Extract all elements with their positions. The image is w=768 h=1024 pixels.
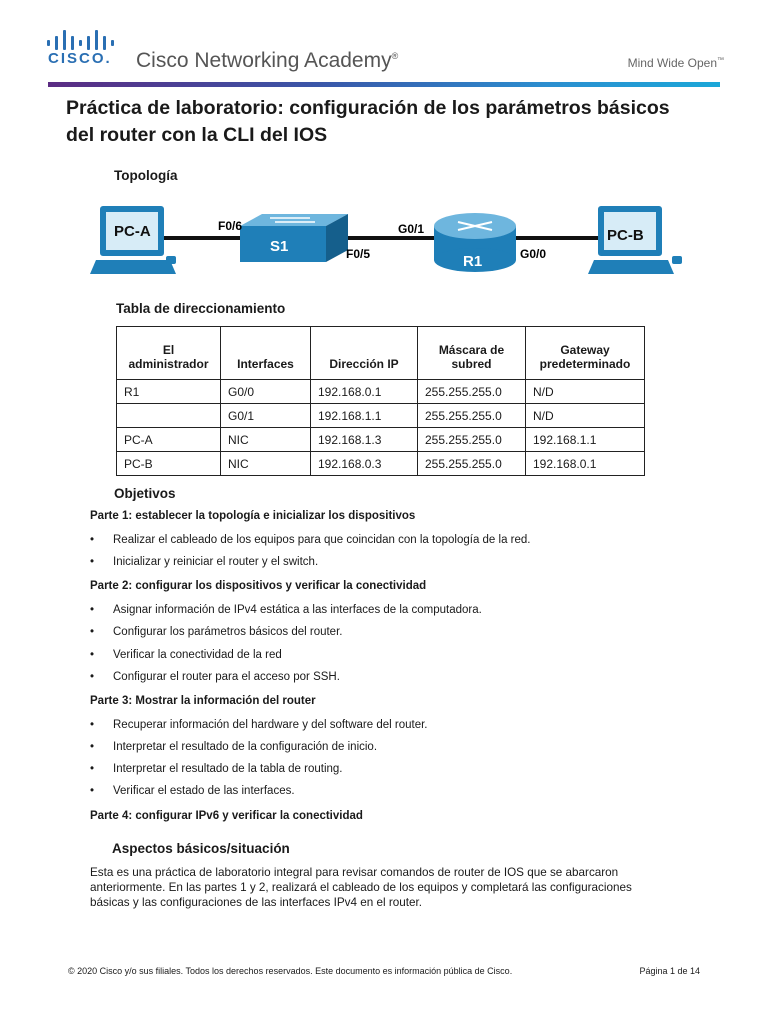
objectives-heading: Objetivos bbox=[114, 486, 176, 501]
port-g0-1-label: G0/1 bbox=[398, 222, 425, 236]
table-cell: PC-A bbox=[117, 428, 221, 452]
table-cell: PC-B bbox=[117, 452, 221, 476]
table-header-row bbox=[117, 327, 645, 380]
col-header: Interfaces bbox=[221, 327, 311, 380]
table-cell bbox=[117, 404, 221, 428]
academy-name: Cisco Networking Academy® bbox=[136, 49, 399, 72]
pc-b-icon bbox=[588, 206, 682, 274]
part-2-heading: Parte 2: configurar los dispositivos y verificar la conectividad bbox=[90, 580, 427, 592]
table-cell: N/D bbox=[526, 404, 645, 428]
page-header bbox=[0, 0, 768, 92]
addressing-table bbox=[116, 326, 645, 476]
pc-a-label: PC-A bbox=[114, 223, 151, 240]
router-r1-icon bbox=[434, 213, 516, 272]
table-row bbox=[117, 380, 645, 404]
table-cell: 255.255.255.0 bbox=[418, 452, 526, 476]
table-cell: 192.168.0.3 bbox=[311, 452, 418, 476]
col-header: Gateway predeterminado bbox=[526, 327, 645, 380]
background-paragraph: Esta es una práctica de laboratorio integral para revisar comandos de router de IOS que se abarcaron anteriormente. En las partes 1 y 2, realizará el cableado de los equipos y completará las configuraciones básicas y las configuraciones de las interfaces IPv4 en el router. bbox=[90, 866, 632, 909]
table-cell: 255.255.255.0 bbox=[418, 428, 526, 452]
table-cell: 192.168.1.1 bbox=[526, 428, 645, 452]
cisco-logo-text: CISCO. bbox=[48, 50, 112, 67]
table-cell: G0/1 bbox=[221, 404, 311, 428]
page-footer bbox=[68, 966, 700, 976]
topology-diagram bbox=[90, 198, 690, 288]
background-heading: Aspectos básicos/situación bbox=[112, 841, 290, 856]
pc-b-label: PC-B bbox=[607, 227, 644, 244]
copyright-text: © 2020 Cisco y/o sus filiales. Todos los derechos reservados. Este documento es información pública de Cisco. bbox=[68, 966, 513, 976]
table-row bbox=[117, 428, 645, 452]
port-f0-5-label: F0/5 bbox=[346, 247, 371, 261]
col-header: Dirección IP bbox=[311, 327, 418, 380]
table-cell: G0/0 bbox=[221, 380, 311, 404]
page-number: Página 1 de 14 bbox=[639, 966, 700, 976]
col-header: El administrador bbox=[117, 327, 221, 380]
table-cell: 192.168.0.1 bbox=[311, 380, 418, 404]
page-title: Práctica de laboratorio: configuración de los parámetros básicos del router con la CLI del IOS bbox=[66, 97, 670, 146]
router-label: R1 bbox=[463, 253, 483, 270]
tagline: Mind Wide Open™ bbox=[627, 56, 724, 70]
part-1-heading: Parte 1: establecer la topología e inicializar los dispositivos bbox=[90, 510, 416, 522]
table-cell: 192.168.1.3 bbox=[311, 428, 418, 452]
table-cell: NIC bbox=[221, 452, 311, 476]
port-g0-0-label: G0/0 bbox=[520, 247, 547, 261]
addressing-heading: Tabla de direccionamiento bbox=[116, 301, 286, 316]
switch-label: S1 bbox=[270, 238, 289, 255]
table-cell: 255.255.255.0 bbox=[418, 380, 526, 404]
table-cell: R1 bbox=[117, 380, 221, 404]
topology-heading: Topología bbox=[114, 168, 178, 183]
table-cell: N/D bbox=[526, 380, 645, 404]
cisco-logo-icon bbox=[46, 30, 118, 50]
part-4-heading: Parte 4: configurar IPv6 y verificar la conectividad bbox=[90, 810, 363, 822]
port-f0-6-label: F0/6 bbox=[218, 219, 243, 233]
table-cell: 192.168.0.1 bbox=[526, 452, 645, 476]
table-cell: 255.255.255.0 bbox=[418, 404, 526, 428]
table-row bbox=[117, 452, 645, 476]
part-3-heading: Parte 3: Mostrar la información del router bbox=[90, 695, 316, 707]
col-header: Máscara de subred bbox=[418, 327, 526, 380]
table-row bbox=[117, 404, 645, 428]
switch-s1-icon bbox=[240, 214, 348, 262]
header-rule bbox=[48, 82, 720, 87]
pc-a-icon bbox=[90, 206, 176, 274]
table-cell: 192.168.1.1 bbox=[311, 404, 418, 428]
table-cell: NIC bbox=[221, 428, 311, 452]
